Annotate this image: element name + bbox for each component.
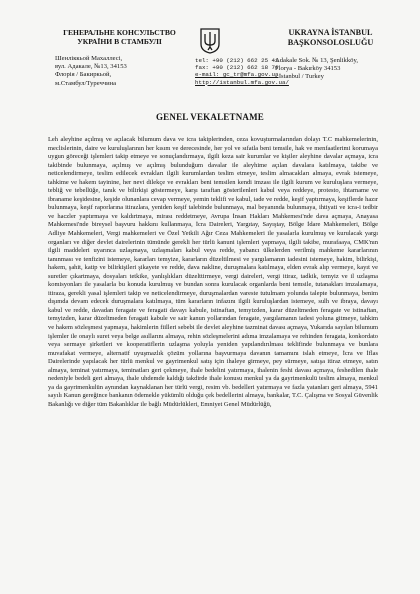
address-ukrainian — [55, 55, 175, 88]
right-address-line: Adakale Sok. № 13, Şenlikköy, — [275, 57, 358, 64]
left-address-line: вул. Адакале, №13, 34153 — [55, 63, 127, 71]
document-title: GENEL VEKALETNAME — [155, 112, 264, 122]
consulate-name-turkish — [268, 28, 393, 49]
phone-number: tel: +90 (212) 662 25 41 — [195, 57, 279, 64]
letterhead — [0, 0, 420, 100]
right-title-line-2: BAŞKONSOLOSLUĞU — [287, 38, 374, 48]
website-link[interactable]: http://istanbul.mfa.gov.ua/ — [195, 78, 289, 86]
ukraine-trident-icon — [198, 26, 222, 54]
fax-number: fax: +90 (212) 662 18 76 — [195, 64, 279, 72]
left-address-line: Шенліккьой Махаллесі, — [55, 55, 123, 62]
left-address-line: м.Стамбул/Туреччина — [55, 79, 117, 87]
email-link[interactable]: e-mail: gc_tr@mfa.gov.ua — [195, 71, 279, 79]
consulate-name-ukrainian — [52, 28, 187, 47]
right-address-line: - İstanbul / Turkey — [275, 73, 324, 81]
left-address-line: Флорія / Бакиркьой, — [55, 71, 112, 79]
document-body: Leh aleyhine açılmış ve açılacak bilumum dava ve icra takiplerinden, ceza kovuşturmalarından dolayı T.C mahkemelerinin, meclislerinin, daire ve kuruluşlarının her kısım ve derecesinde, her yol ve sıfatla beni temsile, hak ve menfaatlerimi korumaya uygun göreceği işlemleri takip etmeye ve sonuçlandırmaya, ilgili keza sair kurumlar ve kişiler aleyhine davalar açmaya, icra takibinde bulunmaya, açılmış ve açılmış bulunduğum davalar ile aleyhime açılan davalara katılmaya, takibe ve neticelendirmeye, teslim edilecek evrakları ilgili kurumlardan teslim etmeye, teslim almacakları almaya, evrak istemeye, tahkime ve hakem tayinine, her nevi dilekçe ve evrakları beni temsilen kendi imzası ile ilgili kurum ve kuruluşlara vermeye, tebliğ ve tebellüğe, tanık ve bilirkişi göstermeye, karşı taraftan gösterilenleri kabul veya reddeye, protesto, ihtarname ve ibraname keşidesine, keşide olunanlara cevap vermeye, yemin teklifi ve kabul, iade ve redde, keşif yaptırmaya, keşiflerde hazır bulunmaya, keşif raporlarına itirazlara, yeniden keşif talebinde bulunmaya, mal beyanında bulunmaya, ihtiyati ve icra-i tedbir ve haczler yaptırmaya ve kaldırtmaya, mirası reddetmeye, Avrupa İnsan Hakları Mahkemesi'nde dava açmaya, Anayasa Mahkemesi'nde bireysel başvuru hakkını kullanmaya, İcra Daireleri, Yargıtay, Sayıştay, Bölge İdare Mahkemeleri, Bölge Adliye Mahkemeleri, Vergi mahkemeleri ve Özel Yetkili Ağır Ceza Mahkemeleri ile yasalarla kurulmuş ve kurulacak yargı organları ve diğer devlet dairelerinin tümünde gerekli her türlü kanuni işlemleri yapmaya, ilgili takibe, murafaaya, CMK'nın ilgili maddeleri uyarınca uzlaşmaya, uzlaşmaları kabul veya redde, yabancı ülkelerden verilmiş mahkeme kararlarının tanınması ve tenfizini istemeye, kararları temyize, kararların düzeltilmesi ve yargılamanın iadesini istemeye, hakim, bilirkişi, hakem, şahit, katip ve bilirkişileri şikayete ve redde, dava nakline, duruşmalara katılmaya, elden evrak alıp vermeye, kayıt ve suretler çıkartmaya, dosyaları tetkike, yanlışlıkları düzelttirmeye, vergi daireleri, vergi itiraz, tadkik, temyiz ve il uzlaşma komisyonları ile yasalarla bu konuda kurulmuş ve bundan sonra kurulacak organlarda beni temsile, tutanakları imzalamaya, itiraza, gerekli yasal işlemleri takip ve neticelendirmeye, duruşmalardan vareste tutulmam yolunda talepte bulunmaya, benim dışımda devam edecek duruşmalara katılmaya, tüm kararların infazını ilgili kuruluşlardan istemeye, sulh ve ibraya, davayı kabul ve redde, davadan feragate ve feragati davayı kabule, istinaftan, temyizden, karar düzeltmeden feragate ve istinaftan, temyizden, karar düzeltmeden feragati kabule ve sair kanun yollarından feragate, yargılamanın iadesi yoluna gitmeye, tahkim ve hakem sözleşmesi yapmaya, hakimlerin fiilleri sebebi ile devlet aleyhine tazminat davası açmaya, Yukarıda sayılan bilumum işlemler ile onaylı suret veya belge asıllarını almaya, rehin sözleşmelerini adıma imzalamaya ve rehinden feragata, konkordato veya sermaye şirketleri ve kooperatiflerin uzlaşma yoluyla yeniden yapılandırılması teklifinde bulunmaya ve bunlara muvafakat vermeye, alternatif uyuşmazlık çözüm yollarına başvurmaya davanın tamamını islah etmeye, İcra ve İflas Dairelerinde yapılacak her türlü menkul ve gayrimenkul satış için ihaleye girmeye, pey sürmeye, satışa itiraz etmeye, satın almaya, teminat yatırmaya, teminatları geri çekmeye, ihale bedelini yatırmaya, ihalenin feshi davası açmaya, feshedilen ihale nedeniyle bedeli geri almaya, ihale uhdemde kaldığı takdirde ihale konusu menkul ya da gayrimenkulü teslim almaya, menkul ya da gayrimenkulün aynından kaynaklanan her türlü vergi, resim vb. bedelleri yatırmaya ve fazla yatanları geri almaya, 5941 sayılı Kanun gereğince bankanın ödemekle yükümlü olduğu çek bedellerini almaya, bankalar, T.C. Çalışma ve Sosyal Güvenlik Bakanlığı ve diğer tüm Bakanlıklar ile bağlı Müdürlükleri, Emniyet Genel Müdürlüğü, — [48, 136, 378, 408]
right-address-line: Florya - Bakırköy 34153 — [275, 65, 341, 73]
right-title-line-1: UKRAYNA İSTANBUL — [288, 28, 373, 37]
left-title-line-2: УКРАЇНИ В СТАМБУЛІ — [77, 37, 162, 47]
left-title-line-1: ГЕНЕРАЛЬНЕ КОНСУЛЬСТВО — [63, 28, 176, 37]
address-turkish — [275, 57, 385, 82]
